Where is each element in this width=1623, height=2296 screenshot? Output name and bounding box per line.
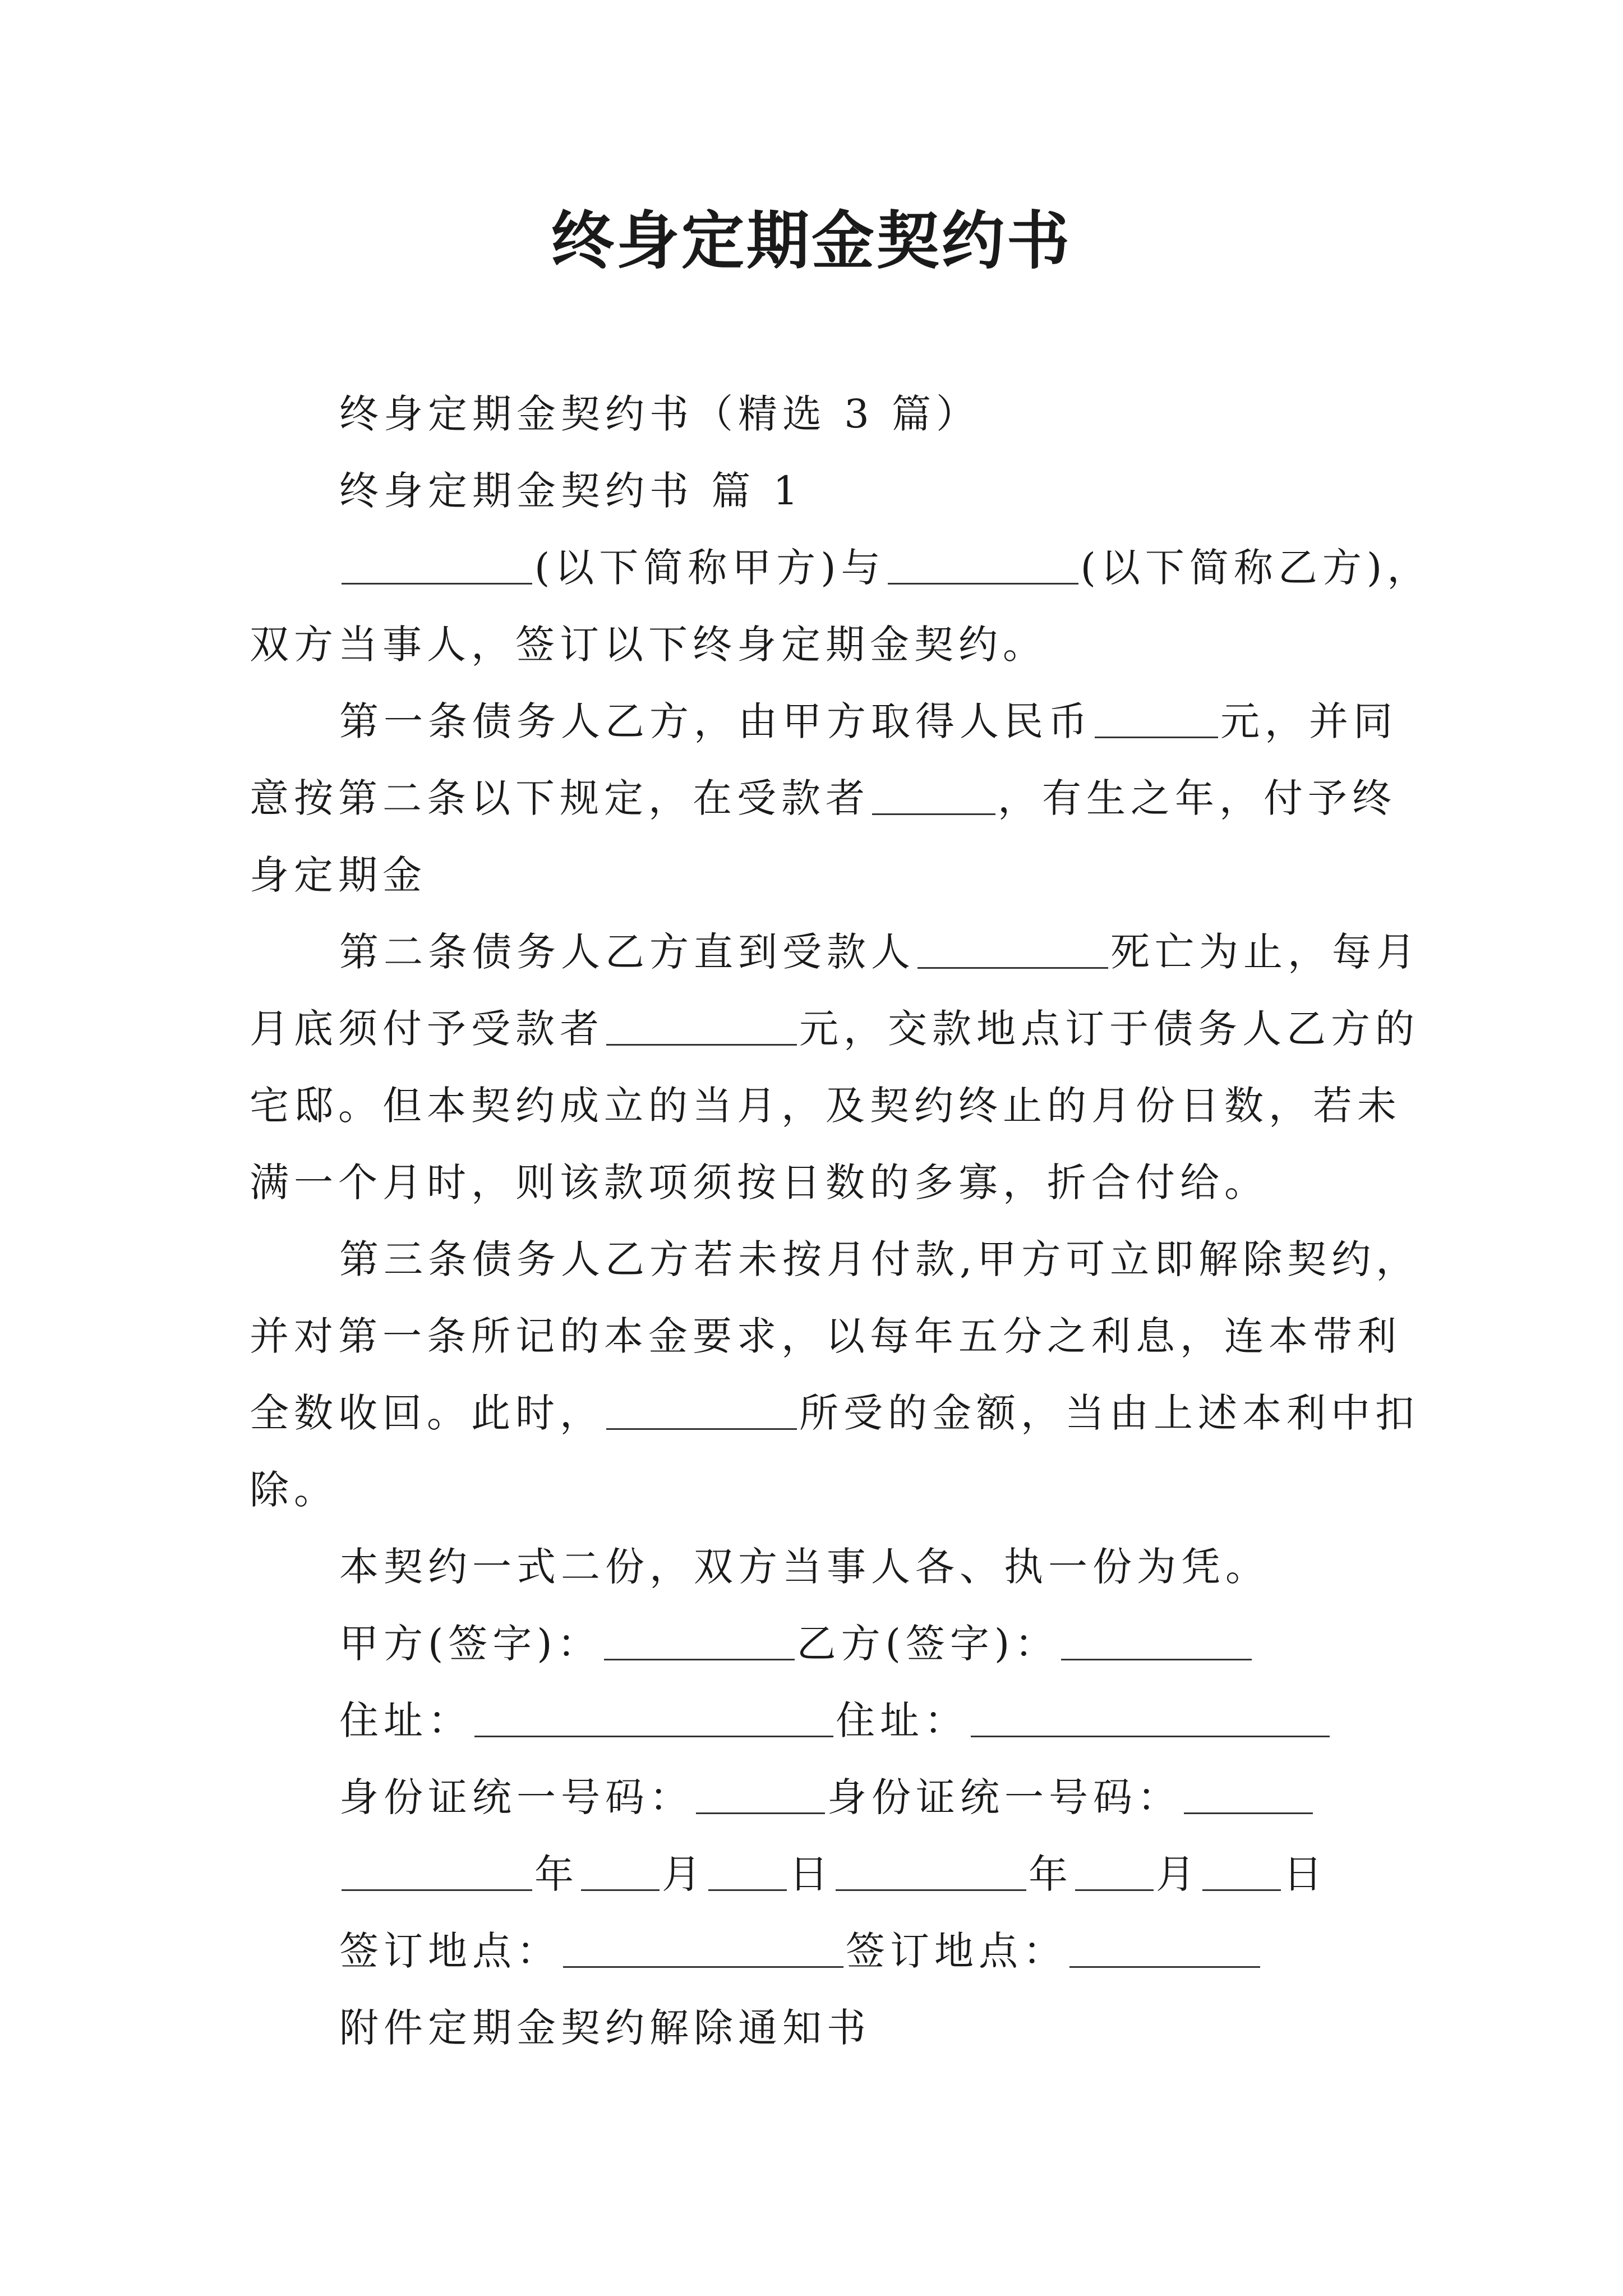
intro-text-a: (以下简称甲方)与 bbox=[534, 545, 886, 591]
place-b-label: 签订地点： bbox=[846, 1928, 1067, 1974]
address-b-field[interactable] bbox=[971, 1696, 1330, 1737]
id-b-label: 身份证统一号码： bbox=[827, 1774, 1182, 1820]
signing-place-row bbox=[250, 1913, 1438, 1990]
party-a-label: 甲方(签字)： bbox=[339, 1621, 602, 1667]
date-row bbox=[250, 1836, 1438, 1913]
month-a-field[interactable] bbox=[581, 1850, 660, 1891]
place-b-field[interactable] bbox=[1069, 1927, 1260, 1968]
signature-row bbox=[250, 1605, 1438, 1682]
subtitle: 终身定期金契约书（精选 3 篇） bbox=[339, 391, 981, 437]
article-3-text-b: 所受的金额，当由上述本利中扣除。 bbox=[250, 1390, 1419, 1513]
article-1-text-c: ，有生之年，付予终身定期金 bbox=[250, 775, 1396, 898]
copies-statement: 本契约一式二份，双方当事人各、执一份为凭。 bbox=[339, 1544, 1270, 1590]
article-3-text-a: 第三条债务人乙方若未按月付款,甲方可立即解除契约，并对第一条所记的本金要求，以每年五分之利息，连本带利全数收回。此时， bbox=[250, 1236, 1421, 1436]
month-a-label: 月 bbox=[662, 1851, 706, 1897]
article-2 bbox=[250, 914, 1438, 1221]
year-b-field[interactable] bbox=[836, 1850, 1026, 1891]
attachment-line: 附件定期金契约解除通知书 bbox=[339, 2005, 871, 2051]
year-b-label: 年 bbox=[1029, 1851, 1073, 1897]
day-a-field[interactable] bbox=[708, 1850, 787, 1891]
article-2-text-b: 死亡为止，每月月底须付予受款者 bbox=[250, 929, 1421, 1052]
id-b-field[interactable] bbox=[1184, 1773, 1313, 1814]
party-b-signature-field[interactable] bbox=[1061, 1619, 1252, 1660]
article-2-text-c: 元，交款地点订于债务人乙方的宅邸。但本契约成立的当月，及契约终止的月份日数，若未满一个月时，则该款项须按日数的多寡，折合付给。 bbox=[250, 1006, 1419, 1205]
id-a-label: 身份证统一号码： bbox=[339, 1774, 694, 1820]
address-a-label: 住址： bbox=[339, 1697, 472, 1743]
day-b-label: 日 bbox=[1283, 1851, 1327, 1897]
blank-line bbox=[606, 1389, 797, 1430]
article-1 bbox=[250, 683, 1438, 914]
blank-line bbox=[888, 544, 1078, 585]
month-b-field[interactable] bbox=[1075, 1850, 1154, 1891]
place-a-label: 签订地点： bbox=[339, 1928, 561, 1974]
blank-line bbox=[342, 544, 532, 585]
article-2-text-a: 第二条债务人乙方直到受款人 bbox=[339, 929, 915, 975]
document-title: 终身定期金契约书 bbox=[551, 204, 1072, 278]
year-a-field[interactable] bbox=[342, 1850, 532, 1891]
intro-paragraph bbox=[250, 530, 1438, 683]
place-a-field[interactable] bbox=[563, 1927, 843, 1968]
blank-line bbox=[1095, 697, 1218, 738]
day-b-field[interactable] bbox=[1202, 1850, 1281, 1891]
article-1-text-a: 第一条债务人乙方，由甲方取得人民币 bbox=[339, 698, 1092, 744]
document-body bbox=[250, 376, 1438, 2067]
article-3 bbox=[250, 1221, 1438, 1529]
id-a-field[interactable] bbox=[696, 1773, 825, 1814]
blank-line bbox=[872, 774, 995, 815]
section-heading: 终身定期金契约书 篇 1 bbox=[339, 468, 804, 514]
blank-line bbox=[606, 1005, 797, 1046]
id-number-row bbox=[250, 1759, 1438, 1836]
party-a-signature-field[interactable] bbox=[604, 1619, 795, 1660]
party-b-label: 乙方(签字)： bbox=[796, 1621, 1059, 1667]
blank-line bbox=[917, 928, 1108, 969]
year-a-label: 年 bbox=[534, 1851, 579, 1897]
intro-text-b: (以下简称乙方)，双方当事人，签订以下终身定期金契约。 bbox=[250, 545, 1432, 668]
address-b-label: 住址： bbox=[836, 1697, 969, 1743]
month-b-label: 月 bbox=[1156, 1851, 1200, 1897]
address-row bbox=[250, 1682, 1438, 1759]
day-a-label: 日 bbox=[789, 1851, 833, 1897]
address-a-field[interactable] bbox=[474, 1696, 833, 1737]
article-1-text-b: 元，并同意按第二条以下规定，在受款者 bbox=[250, 698, 1398, 821]
